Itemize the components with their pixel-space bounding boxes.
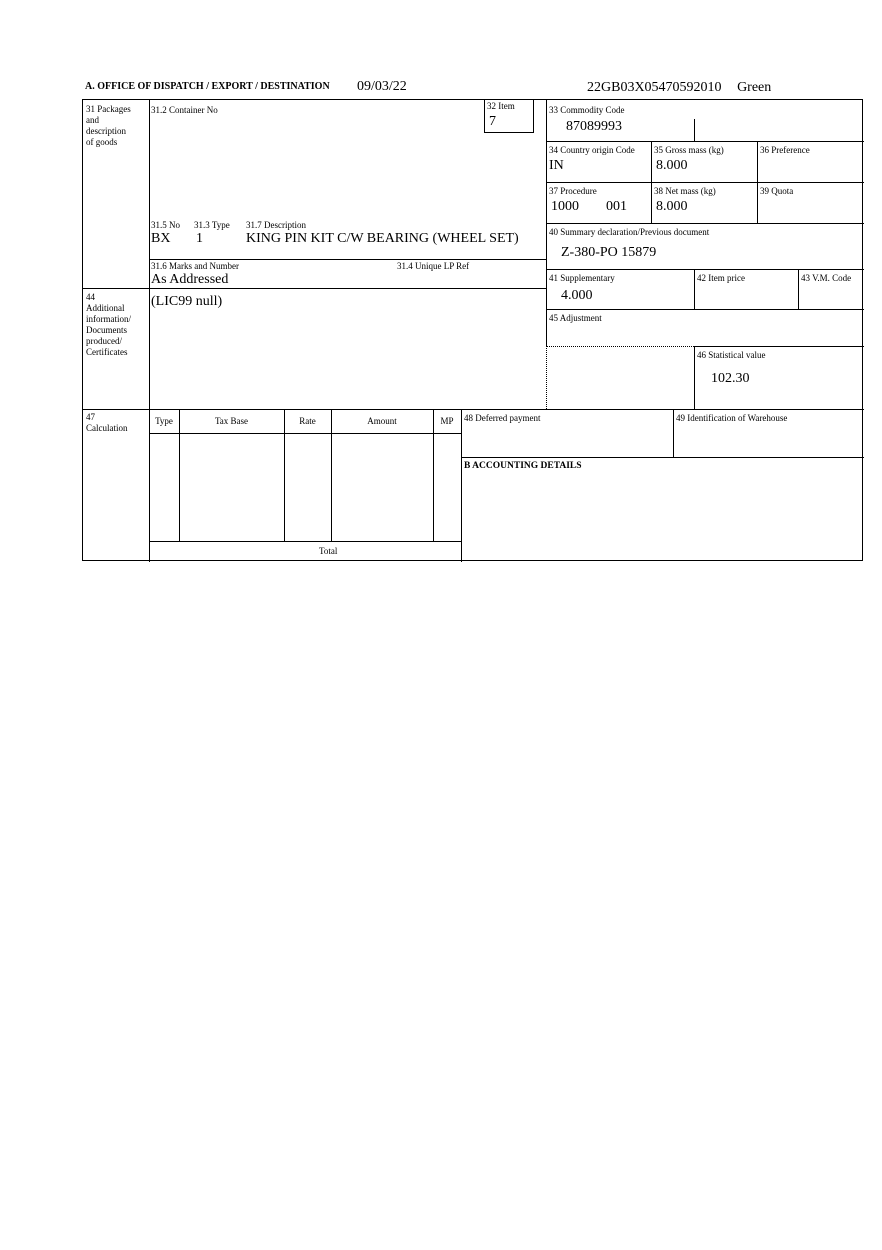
net-mass-value: 8.000 [656,199,688,214]
calc-col-amount: Amount [367,416,397,426]
box47-label-line: 47 [86,412,95,422]
calc-col-rate: Rate [299,416,316,426]
declaration-reference-group [587,80,771,95]
box31-label-line: of goods [86,137,118,147]
procedure-label: 37 Procedure [549,186,597,196]
commodity-code-value: 87089993 [566,119,622,134]
commodity-code-label: 33 Commodity Code [549,105,625,115]
country-origin-value: IN [549,158,564,173]
grid-line [546,182,864,183]
calc-column-line [179,409,180,541]
box31-label-line: and [86,115,99,125]
container-no-label: 31.2 Container No [151,105,218,115]
grid-line [546,309,864,310]
item-number-value: 7 [489,114,496,129]
grid-line [694,269,695,309]
grid-line [757,141,758,182]
procedure-value-2: 001 [606,199,627,214]
office-of-dispatch-label: A. OFFICE OF DISPATCH / EXPORT / DESTINATION [85,81,330,92]
adjustment-label: 45 Adjustment [549,313,602,323]
net-mass-label: 38 Net mass (kg) [654,186,716,196]
statistical-value: 102.30 [711,371,750,386]
calc-col-tax-base: Tax Base [214,416,249,426]
grid-line [546,223,864,224]
goods-description-value: KING PIN KIT C/W BEARING (WHEEL SET) [246,231,519,246]
box44-top-line [83,288,546,289]
calc-col-mp: MP [440,416,454,426]
calculation-top-line [83,409,864,410]
box31-label-line: 31 Packages [86,104,131,114]
adjustment-dotted-line-h [546,346,694,347]
box44-label-line: Documents [86,325,127,335]
grid-line [651,182,652,223]
additional-information-value: (LIC99 null) [151,294,223,309]
goods-description-label: 31.7 Description [246,220,306,230]
deferred-payment-label: 48 Deferred payment [464,413,541,423]
box47-label [86,412,146,434]
box44-label-line: 44 [86,292,95,302]
marks-section-line [149,259,546,260]
summary-declaration-value: Z-380-PO 15879 [561,245,657,260]
accounting-details-label: B ACCOUNTING DETAILS [464,461,582,471]
supplementary-label: 41 Supplementary [549,273,615,283]
box32-item [484,100,534,133]
statistical-value-label: 46 Statistical value [697,350,766,360]
item-label: 32 Item [487,101,515,111]
movement-reference-number: 22GB03X05470592010 [587,80,722,95]
country-origin-label: 34 Country origin Code [549,145,635,155]
calc-column-line [331,409,332,541]
adjustment-dotted-line-v [546,346,547,409]
accounting-top-line [461,457,864,458]
calc-column-line [433,409,434,541]
packages-no-label: 31.5 No [151,220,180,230]
calc-col-type: Type [155,416,173,426]
calc-total-label: Total [319,546,338,556]
box44-label [86,292,146,358]
calc-table-bottom-line [149,541,461,542]
declaration-date: 09/03/22 [357,79,407,94]
unique-lp-ref-label: 31.4 Unique LP Ref [397,261,470,271]
supplementary-value: 4.000 [561,288,593,303]
box44-label-line: produced/ [86,336,122,346]
grid-line [546,141,864,142]
quota-label: 39 Quota [760,186,794,196]
box46-left-line [694,346,695,409]
packages-type-label: 31.3 Type [194,220,230,230]
procedure-value: 1000 [551,199,579,214]
box31-label-line: description [86,126,126,136]
grid-line [798,269,799,309]
box48-49-divider [673,409,674,457]
item-price-label: 42 Item price [697,273,745,283]
box46-top-line [694,346,864,347]
vm-code-label: 43 V.M. Code [801,273,852,283]
left-column-divider [149,100,150,562]
summary-declaration-label: 40 Summary declaration/Previous document [549,227,710,237]
warehouse-id-label: 49 Identification of Warehouse [676,413,788,423]
marks-number-label: 31.6 Marks and Number [151,261,239,271]
gross-mass-label: 35 Gross mass (kg) [654,145,724,155]
box44-label-line: Certificates [86,347,128,357]
box44-label-line: information/ [86,314,131,324]
marks-number-value: As Addressed [151,272,229,287]
preference-label: 36 Preference [760,145,810,155]
grid-line [757,182,758,223]
packages-type-value: 1 [196,231,203,246]
box44-label-line: Additional [86,303,125,313]
calc-header-underline [149,433,461,434]
sad-item-form [82,99,863,561]
box47-label-line: Calculation [86,423,128,433]
grid-line [651,141,652,182]
calc-table-right-line [461,409,462,562]
grid-line [546,269,864,270]
routing-indicator: Green [737,80,772,95]
commodity-code-divider [694,119,695,141]
calc-column-line [284,409,285,541]
gross-mass-value: 8.000 [656,158,688,173]
box31-label [86,104,146,148]
packages-no-value: BX [151,231,171,246]
